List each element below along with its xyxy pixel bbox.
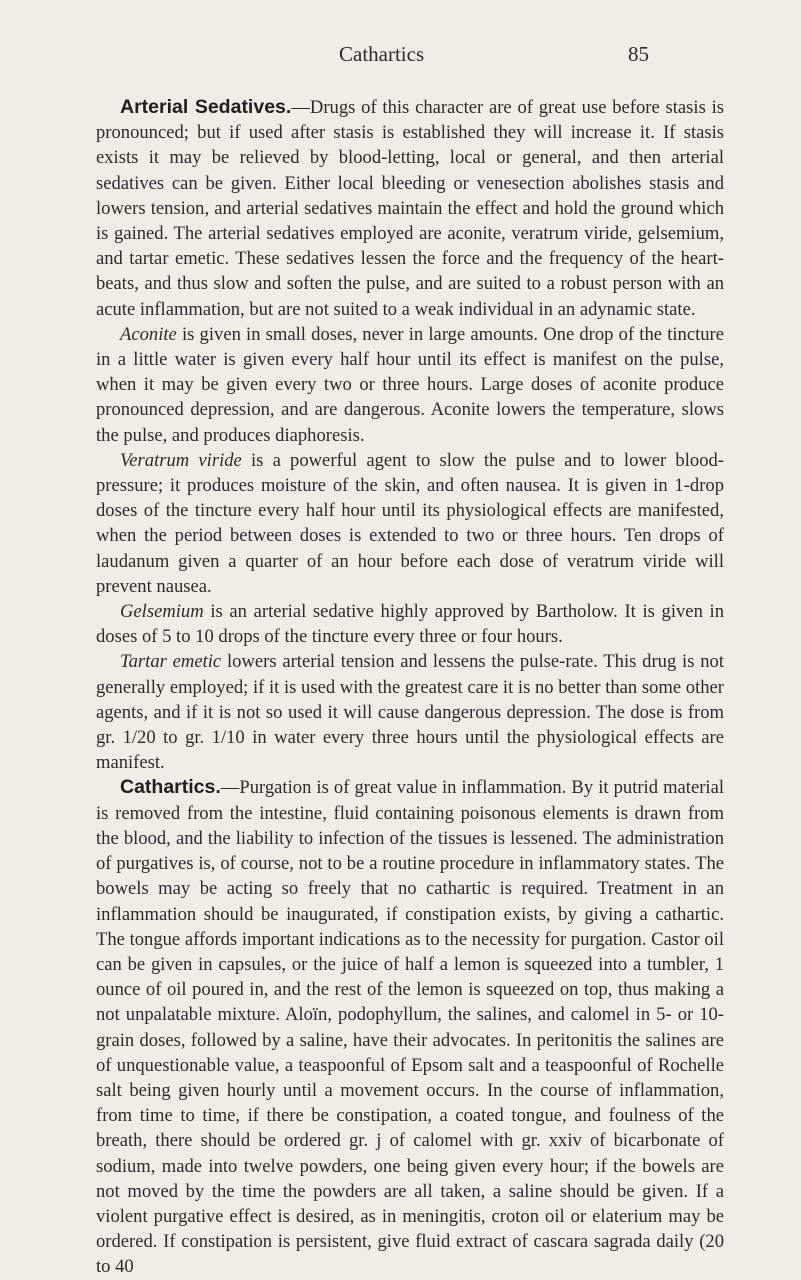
paragraph-text: —Drugs of this character are of great use before stasis is pronounced; but if used after stasis is established they will increase it. If stasis exists it may be relieved by blood-letting, local or general, and then arterial sedatives can be given. Either local bleeding or venesection abolishes stasis and lowers tension, and arterial sedatives maintain the effect and hold the ground which is gained. The arterial sedatives employed are aconite, veratrum viride, gelsemium, and tartar emetic. These sedatives lessen the force and the frequency of the heart-beats, and thus slow and soften the pulse, and are suited to a robust person with an acute inflammation, but are not suited to a weak individual in an adynamic state.	[96, 97, 724, 320]
drug-term-aconite: Aconite	[120, 323, 177, 345]
drug-term-gelsemium: Gelsemium	[120, 601, 204, 623]
paragraph-tartar-emetic	[96, 649, 724, 775]
paragraph-cathartics	[96, 775, 724, 1279]
paragraph-gelsemium	[96, 599, 724, 649]
running-title: Cathartics	[339, 42, 425, 66]
paragraph-veratrum	[96, 448, 724, 599]
paragraph-arterial-sedatives	[96, 95, 724, 322]
drug-term-veratrum-viride: Veratrum viride	[120, 449, 242, 471]
page-number: 85	[628, 42, 649, 66]
paragraph-text: —Purgation is of great value in inflammation. By it putrid material is removed from the intestine, fluid containing poisonous elements is drawn from the blood, and the liability to infection of the tissues is lessened. The administration of purgatives is, of course, not to be a routine procedure in inflammatory states. The bowels may be acting so freely that no cathartic is required. Treatment in an inflammation should be inaugurated, if constipation exists, by giving a cathartic. The tongue affords important indications as to the necessity for purgation. Castor oil can be given in capsules, or the juice of half a lemon is squeezed into a tumbler, 1 ounce of oil poured in, and the rest of the lemon is squeezed on top, thus making a not unpalatable mixture. Aloïn, podophyllum, the salines, and calomel in 5- or 10-grain doses, followed by a saline, have their advocates. In peritonitis the salines are of unquestionable value, a teaspoonful of Epsom salt and a teaspoonful of Rochelle salt being given hourly until a movement occurs. In the course of inflammation, from time to time, if there be constipation, a coated tongue, and foulness of the breath, there should be ordered gr. j of calomel with gr. xxiv of bicarbonate of sodium, made into twelve powders, one being given every hour; if the bowels are not moved by the time the powders are all taken, a saline should be given. If a violent purgative effect is desired, as in meningitis, croton oil or elaterium may be ordered. If constipation is persistent, give fluid extract of cascara sagrada daily (20 to 40	[96, 777, 724, 1278]
paragraph-text: lowers arterial tension and lessens the pulse-rate. This drug is not generally employed; if it is used with the greatest care it is no better than some other agents, and if it is not so used it will cause dangerous depression. The dose is from gr. 1/20 to gr. 1/10 in water every three hours until the physiological effects are manifest.	[96, 651, 724, 774]
paragraph-aconite	[96, 322, 724, 448]
paragraph-text: is a powerful agent to slow the pulse and to lower blood-pressure; it produces moisture of the skin, and often nausea. It is given in 1-drop doses of the tincture every half hour until its physiological effects are manifested, when the period between doses is extended to two or three hours. Ten drops of laudanum given a quarter of an hour before each dose of veratrum viride will prevent nausea.	[96, 449, 724, 597]
section-heading-arterial-sedatives: Arterial Sedatives.	[120, 96, 292, 118]
paragraph-text: is given in small doses, never in large amounts. One drop of the tincture in a little water is given every half hour until its effect is manifest on the pulse, when it may be given every two or three hours. Large doses of aconite produce pronounced depression, and are dangerous. Aconite lowers the temperature, slows the pulse, and produces diaphoresis.	[96, 323, 724, 446]
body-text	[96, 95, 724, 1280]
section-heading-cathartics: Cathartics.	[120, 776, 221, 799]
paragraph-text: is an arterial sedative highly approved by Bartholow. It is given in doses of 5 to 10 drops of the tincture every three or four hours.	[96, 601, 724, 648]
drug-term-tartar-emetic: Tartar emetic	[120, 651, 222, 673]
